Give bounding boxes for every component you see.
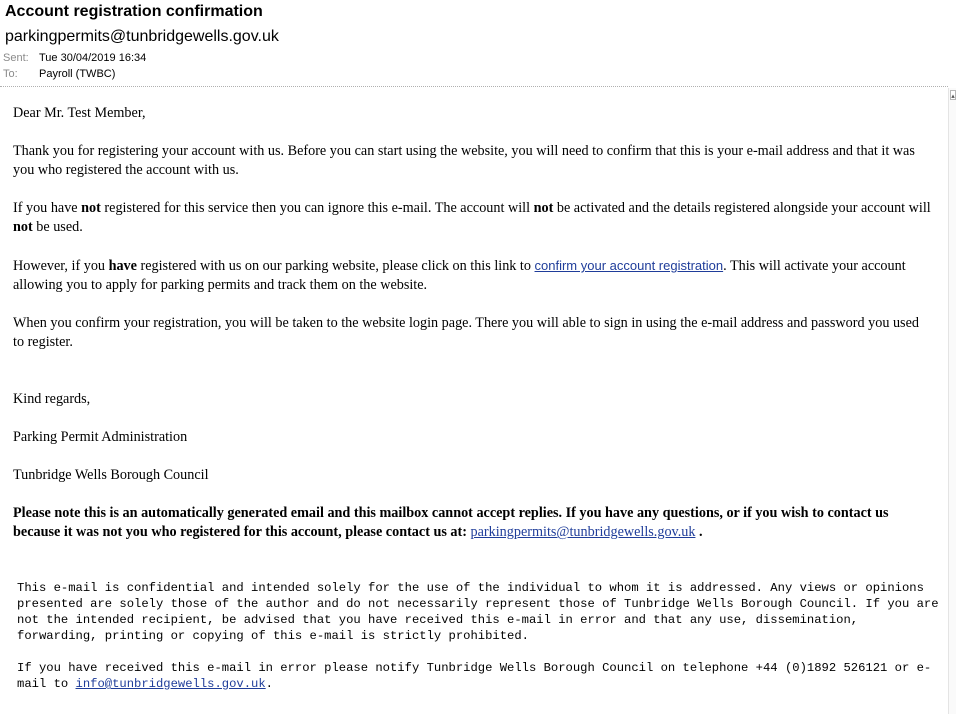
sent-row [3,52,146,64]
text-run: If you have [13,200,82,216]
header-divider [0,86,948,87]
contact-email-link[interactable]: parkingpermits@tunbridgewells.gov.uk [470,524,696,540]
text-run: . This will activate your account allowing you to apply for parking permits and track them on the website. [13,258,906,293]
info-email-link[interactable]: info@tunbridgewells.gov.uk [75,677,266,691]
to-label: To: [3,68,18,80]
body-paragraph-3 [13,256,933,295]
disclaimer-paragraph-1: This e-mail is confidential and intended solely for the use of the individual to whom it is addressed. Any views or opinions presented are solely those of the author and do not necessarily represent those of Tunbridge Wells Borough Council. If you are not the intended recipient, be advised that you have received this e-mail in error and that any use, dissemination, forwarding, printing or copying of this e-mail is strictly prohibited. [17,581,939,643]
sent-label: Sent: [3,52,29,64]
body-paragraph-2 [13,199,933,237]
no-reply-notice [13,504,933,542]
confidentiality-disclaimer [17,580,942,708]
text-run: However, if you [13,258,109,274]
emphasis-have: have [108,258,137,274]
notice-text: Please note this is an automatically generated email and this mailbox cannot accept replies. If you have any questions, or if you wish to contact us because it was not you who registered for this account, please contact us at: [13,505,889,540]
to-row [3,68,115,80]
email-sender[interactable]: parkingpermits@tunbridgewells.gov.uk [5,28,279,45]
to-recipient[interactable]: Payroll (TWBC) [39,68,116,80]
body-paragraph-4: When you confirm your registration, you will be taken to the website login page. There you will able to sign in using the e-mail address and password you used to register. [13,315,919,350]
email-header [0,0,956,86]
emphasis-not: not [533,200,554,216]
message-scrollbar[interactable] [948,88,956,714]
signoff: Kind regards, [13,391,91,407]
greeting: Dear Mr. Test Member, [13,105,146,121]
body-paragraph-1: Thank you for registering your account with us. Before you can start using the website, you will need to confirm that this is your e-mail address and that it was you who registered the account with us. [13,143,915,178]
emphasis-not: not [81,200,101,216]
text-run: be activated and the details registered alongside your account will [553,200,931,216]
scroll-up-icon[interactable]: ▴ [951,92,955,100]
notice-end: . [695,524,703,540]
email-body [13,104,933,561]
text-run: If you have received this e-mail in error please notify Tunbridge Wells Borough Council on telephone +44 (0)1892 526121 or e-mail to [17,661,932,691]
text-run: . [265,677,273,691]
text-run: registered with us on our parking website, please click on this link to [136,258,535,274]
sent-value: Tue 30/04/2019 16:34 [39,52,147,64]
email-subject: Account registration confirmation [5,3,263,20]
text-run: be used. [32,219,83,235]
text-run: registered for this service then you can ignore this e-mail. The account will [100,200,534,216]
confirm-registration-link[interactable]: confirm your account registration [534,258,724,273]
signature-council: Tunbridge Wells Borough Council [13,467,209,483]
disclaimer-paragraph-2 [17,660,942,692]
signature-department: Parking Permit Administration [13,429,188,445]
emphasis-not: not [13,219,33,235]
